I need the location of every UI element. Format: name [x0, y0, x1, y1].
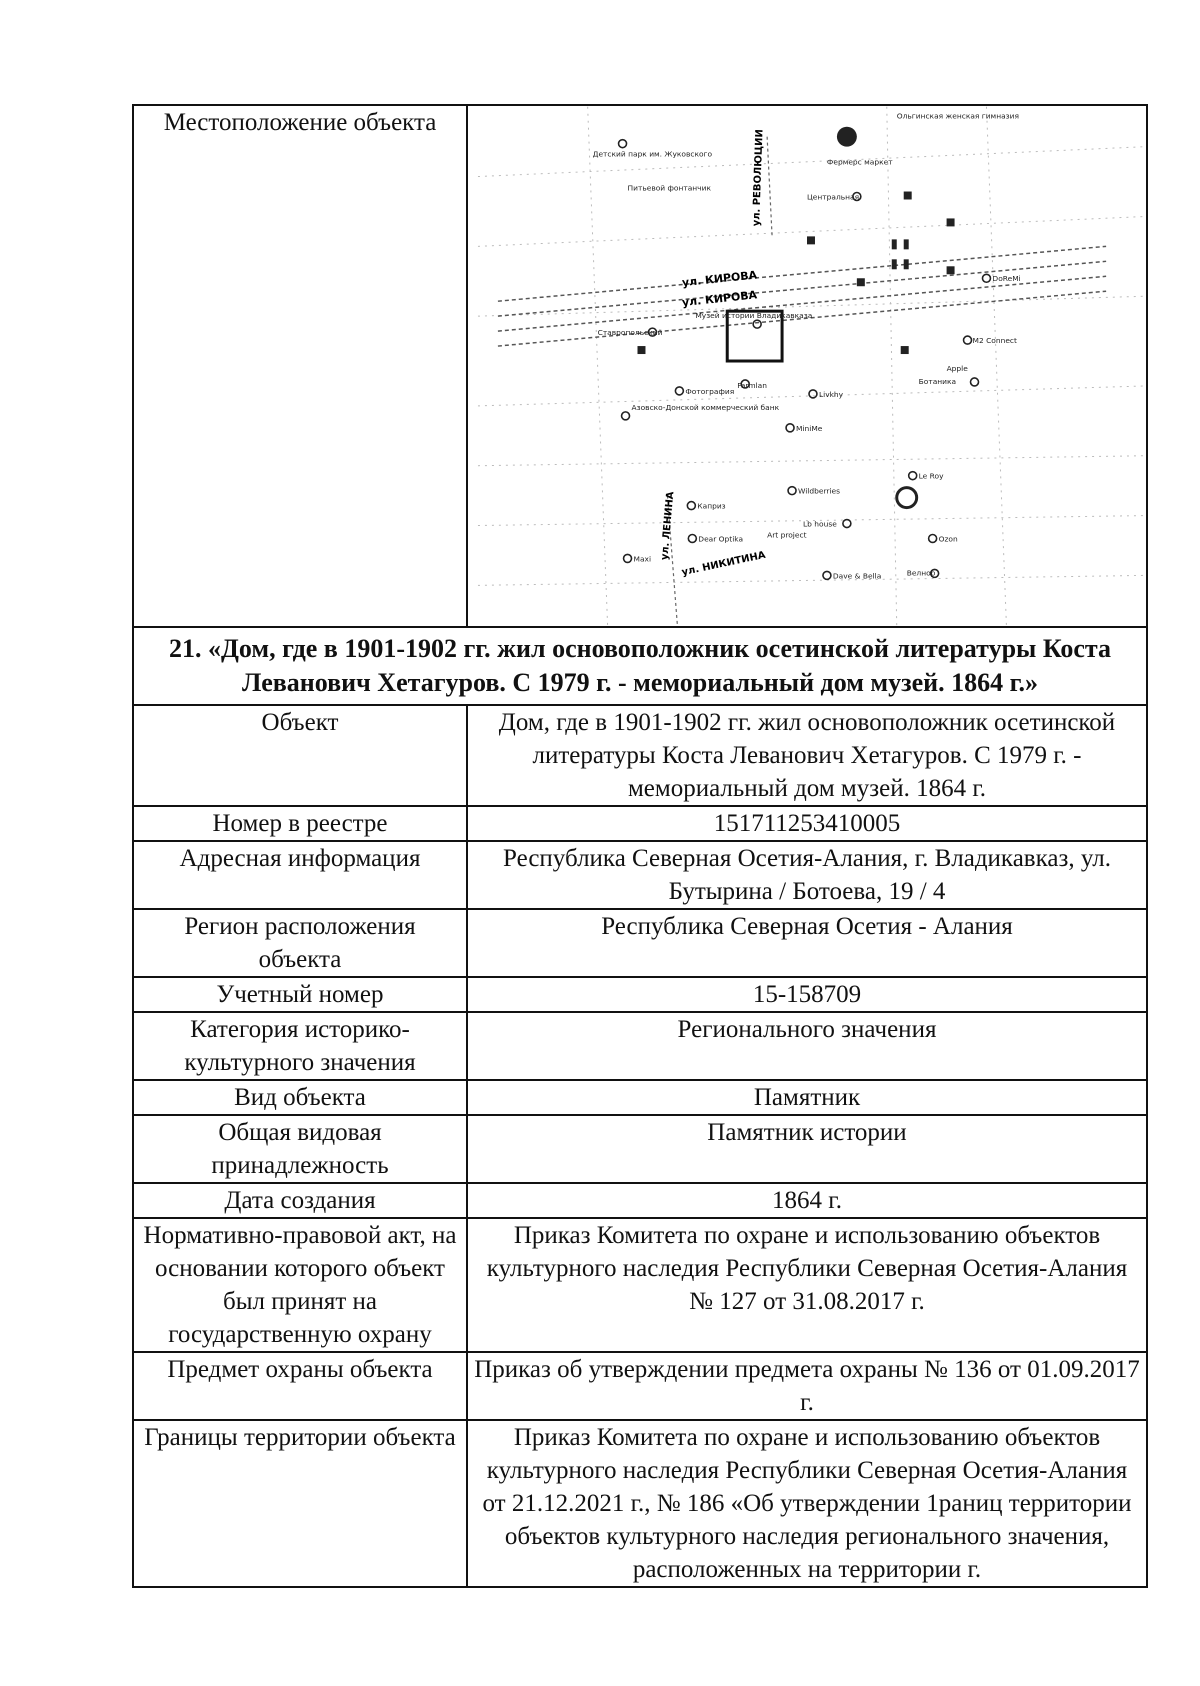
row-value: Регионального значения — [467, 1012, 1147, 1080]
table-row — [133, 705, 1147, 806]
place-label: DoReMi — [992, 274, 1021, 284]
place-label: M2 Connect — [972, 336, 1017, 346]
row-label: Регион расположения объекта — [133, 909, 467, 977]
table-row — [133, 1218, 1147, 1352]
place-label: Art project — [767, 530, 807, 540]
place-label: Lb house — [803, 519, 837, 529]
street-label: ул. НИКИТИНА — [680, 549, 767, 579]
section-heading-row — [133, 627, 1147, 705]
table-row — [133, 841, 1147, 909]
document-page — [132, 104, 1148, 1588]
place-label: Ozon — [938, 534, 958, 544]
row-value: Республика Северная Осетия - Алания — [467, 909, 1147, 977]
place-label: Ставропольский — [597, 328, 663, 338]
place-label: Центральная — [807, 192, 860, 202]
place-label: MiniMe — [796, 423, 823, 433]
place-label: Велнор — [906, 568, 936, 578]
place-label: Фермерс маркет — [826, 157, 893, 167]
place-label: Каприз — [697, 501, 726, 511]
street-label: ул. РЕВОЛЮЦИИ — [751, 129, 766, 227]
place-label: Ольгинская женская гимназия — [896, 111, 1019, 121]
row-value: 15-158709 — [467, 977, 1147, 1012]
table-row — [133, 1012, 1147, 1080]
table-row — [133, 909, 1147, 977]
table-row — [133, 1080, 1147, 1115]
row-label: Учетный номер — [133, 977, 467, 1012]
place-label: Farmlan — [737, 380, 768, 390]
place-label: Детский парк им. Жуковского — [592, 149, 713, 159]
row-label: Номер в реестре — [133, 806, 467, 841]
place-label: Фотография — [685, 386, 735, 396]
heritage-table — [132, 104, 1148, 1588]
row-value: Памятник истории — [467, 1115, 1147, 1183]
row-label: Границы территории объекта — [133, 1420, 467, 1587]
place-label: Wildberries — [798, 486, 841, 496]
street-label: ул. КИРОВА — [681, 288, 758, 310]
table-row — [133, 977, 1147, 1012]
table-row — [133, 806, 1147, 841]
place-label: Maxi — [633, 554, 652, 564]
street-label: ул. КИРОВА — [681, 268, 758, 290]
row-value: Республика Северная Осетия-Алания, г. Владикавказ, ул. Бутырина / Ботоева, 19 / 4 — [467, 841, 1147, 909]
place-label: Ботаника — [918, 376, 957, 386]
row-label: Нормативно-правовой акт, на основании которого объект был принят на государственную охрану — [133, 1218, 467, 1352]
row-label: Категория историко-культурного значения — [133, 1012, 467, 1080]
row-label: Предмет охраны объекта — [133, 1352, 467, 1420]
row-label: Объект — [133, 705, 467, 806]
place-label: Dave & Bella — [832, 571, 882, 581]
street-label: ул. ЛЕНИНА — [659, 491, 677, 561]
row-value: 151711253410005 — [467, 806, 1147, 841]
map-image[interactable] — [468, 106, 1146, 626]
row-label: Вид объекта — [133, 1080, 467, 1115]
row-value: Приказ Комитета по охране и использованию объектов культурного наследия Республики Северная Осетия-Алания от 21.12.2021 г., № 186 «Об утверждении 1раниц территории объектов культурного наследия регионального значения, расположенных на территории г. — [467, 1420, 1147, 1587]
row-label: Общая видовая принадлежность — [133, 1115, 467, 1183]
row-label: Адресная информация — [133, 841, 467, 909]
row-value: Памятник — [467, 1080, 1147, 1115]
place-label: Музей истории Владикавказа — [695, 311, 813, 321]
table-row — [133, 1352, 1147, 1420]
row-label: Дата создания — [133, 1183, 467, 1218]
table-row — [133, 1183, 1147, 1218]
place-label: Dear Optika — [698, 534, 744, 544]
place-label: Питьевой фонтанчик — [627, 183, 711, 193]
location-label: Местоположение объекта — [133, 105, 467, 627]
place-label: Apple — [946, 363, 968, 373]
row-value: 1864 г. — [467, 1183, 1147, 1218]
place-label: Азовско-Донской коммерческий банк — [631, 402, 780, 412]
row-value: Дом, где в 1901-1902 гг. жил основоположник осетинской литературы Коста Леванович Хетагуров. С 1979 г. - мемориальный дом музей. 1864 г. — [467, 705, 1147, 806]
row-value: Приказ об утверждении предмета охраны № 136 от 01.09.2017 г. — [467, 1352, 1147, 1420]
section-heading: 21. «Дом, где в 1901-1902 гг. жил основоположник осетинской литературы Коста Леванович Хетагуров. С 1979 г. - мемориальный дом музей. 1864 г.» — [133, 627, 1147, 705]
location-map[interactable] — [467, 105, 1147, 627]
place-label: Le Roy — [918, 471, 944, 481]
table-row — [133, 1420, 1147, 1587]
place-label: Livkhy — [818, 389, 844, 399]
row-value: Приказ Комитета по охране и использованию объектов культурного наследия Республики Северная Осетия-Алания № 127 от 31.08.2017 г. — [467, 1218, 1147, 1352]
table-row — [133, 1115, 1147, 1183]
table-row — [133, 105, 1147, 627]
